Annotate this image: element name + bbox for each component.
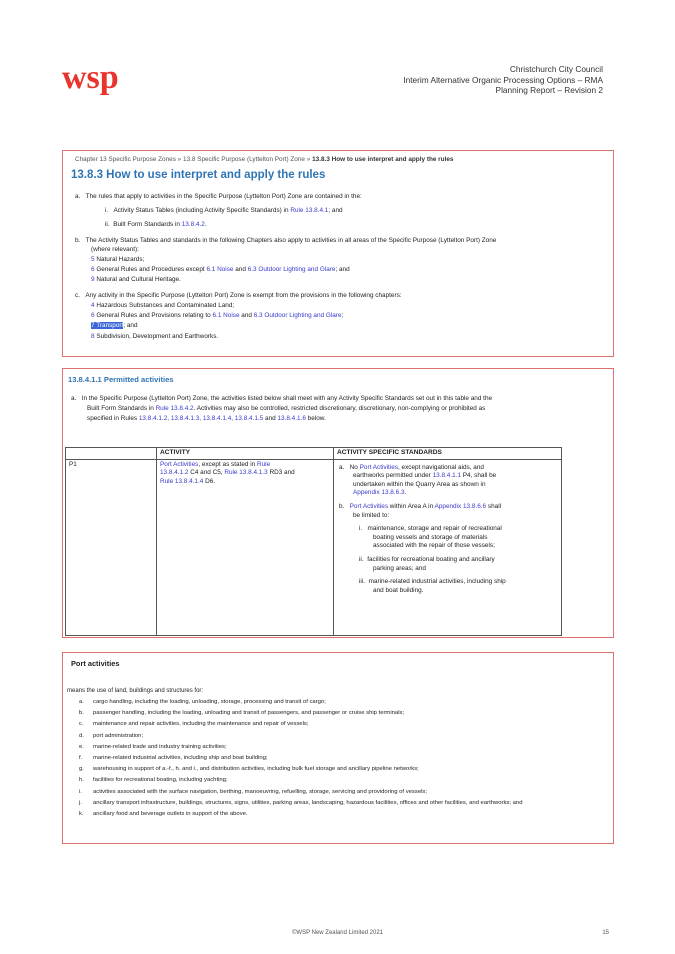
clause-c-line1: 4 Hazardous Substances and Contaminated Land; (91, 302, 235, 309)
rules-links[interactable]: 13.8.4.1.2, 13.8.4.1.3, 13.8.4.1.4, 13.8.4.1.5 (138, 415, 264, 422)
clause-a: a. The rules that apply to activities in the Specific Purpose (Lyttelton Port) Zone are contained in the: (75, 193, 362, 200)
transport-link-highlighted[interactable]: 7 Transport (91, 322, 124, 329)
header-report: Planning Report – Revision 2 (495, 85, 603, 95)
permitted-intro-2: Built Form Standards in Rule 13.8.4.2. Activities may also be controlled, restricted discretionary, discretionary, non-complying or prohibited as (87, 405, 486, 412)
screenshot-permitted-activities (62, 368, 614, 638)
standard-a: a. No Port Activities, except navigational aids, and earthworks permitted under 13.8.4.1.1 P4, shall be undertaken within the Quarry Area as shown in Appendix 13.8.6.3. (339, 463, 497, 497)
standard-b-i: i. maintenance, storage and repair of recreational boating vessels and storage of materials associated with the repair of those vessels; (359, 525, 502, 550)
screenshot-port-activities-definition (62, 652, 614, 844)
permitted-activities-table (65, 447, 562, 636)
table-header-activity: ACTIVITY (157, 448, 334, 460)
table-header-id (66, 448, 157, 460)
standard-b-iii: iii. marine-related industrial activities, including ship and boat building. (359, 578, 506, 594)
clause-b-line3: 9 Natural and Cultural Heritage. (91, 276, 181, 283)
permitted-intro-1: a. In the Specific Purpose (Lyttelton Port) Zone, the activities listed below shall meet with any Activity Specific Standards set out in this table and the (71, 395, 493, 402)
clause-a-i: i. Activity Status Tables (including Activity Specific Standards) in Rule 13.8.4.1; and (105, 207, 343, 214)
list-item: j. ancillary transport infrastructure, buildings, structures, signs, utilities, parking areas, landscaping, hazardous facilities, offices and other facilities, and earthworks; and (79, 799, 523, 806)
breadcrumb-zone[interactable]: 13.8 Specific Purpose (Lyttelton Port) Zone (183, 156, 305, 163)
clause-b-line2: 6 General Rules and Procedures except 6.1 Noise and 6.3 Outdoor Lighting and Glare; and (91, 266, 350, 273)
permitted-intro-3: specified in Rules 13.8.4.1.2, 13.8.4.1.3, 13.8.4.1.4, 13.8.4.1.5 and 13.8.4.1.6 below. (87, 415, 326, 422)
standards-cell (334, 459, 562, 635)
chapter-link[interactable]: 4 (91, 302, 95, 309)
page-number: 15 (602, 930, 609, 936)
list-item: g. warehousing in support of a.-f., h. and i., and distribution activities, including bulk fuel storage and ancillary pipeline networks; (79, 766, 419, 773)
standard-b-ii: ii. facilities for recreational boating and ancillary parking areas; and (359, 555, 495, 572)
activity-cell: Port Activities, except as stated in Rule 13.8.4.1.2 C4 and C5, Rule 13.8.4.1.3 RD3 and Rule 13.8.4.1.4 D6. (157, 459, 334, 635)
list-item: b. passenger handling, including the loading, unloading and transit of passengers, and passenger or cruise ship terminals; (79, 710, 405, 717)
chapter-link[interactable]: 8 (91, 333, 95, 340)
screenshot-how-to-interpret (62, 150, 614, 357)
clause-a-ii: ii. Built Form Standards in 13.8.4.2. (105, 221, 207, 228)
wsp-logo-text: wsp (62, 62, 119, 96)
standard-b: b. Port Activities within Area A in Appendix 13.8.6.6 shall be limited to: (339, 502, 502, 519)
chapter-link[interactable]: 9 (91, 276, 95, 283)
document-header (403, 64, 603, 96)
breadcrumb-chapter[interactable]: Chapter 13 Specific Purpose Zones (75, 156, 176, 163)
clause-c-line2: 6 General Rules and Provisions relating to 6.1 Noise and 6.3 Outdoor Lighting and Glare; (91, 312, 344, 319)
noise-link[interactable]: 6.1 Noise (206, 266, 234, 273)
table-header-row (66, 448, 562, 460)
noise-link[interactable]: 6.1 Noise (212, 312, 240, 319)
clause-b-cont: (where relevant): (91, 246, 139, 253)
permitted-heading: 13.8.4.1.1 Permitted activities (68, 375, 174, 384)
chapter-link[interactable]: 6 (91, 312, 95, 319)
list-item: d. port administration; (79, 732, 144, 739)
list-item: f. marine-related industrial activities, including ship and boat building; (79, 755, 268, 761)
rule-link[interactable]: 13.8.4.2 (181, 221, 205, 228)
rule-link[interactable]: Rule 13.8.4.1 (290, 207, 329, 214)
section-heading: 13.8.3 How to use interpret and apply the rules (71, 169, 326, 181)
list-item: i. activities associated with the surface navigation, berthing, manoeuvring, refuelling, storage, servicing and providoring of vessels; (79, 788, 427, 795)
wsp-logo (62, 62, 142, 102)
clause-c-line3: 7 Transport; and (91, 322, 138, 329)
clause-b: b. The Activity Status Tables and standards in the following Chapters also apply to activities in all areas of the Specific Purpose (Lyttelton Port) Zone (75, 237, 497, 244)
list-item: a. cargo handling, including the loading, unloading, storage, processing and transit of cargo; (79, 699, 326, 705)
chapter-link[interactable]: 6 (91, 266, 95, 273)
breadcrumb: Chapter 13 Specific Purpose Zones » 13.8 Specific Purpose (Lyttelton Port) Zone » 13.8.3 How to use interpret and apply the rules (75, 156, 454, 163)
list-item: h. facilities for recreational boating, including yachting; (79, 777, 228, 784)
list-item: k. ancillary food and beverage outlets in support of the above. (79, 811, 248, 817)
definition-intro: means the use of land, buildings and structures for: (67, 688, 204, 694)
header-project: Interim Alternative Organic Processing Options – RMA (403, 74, 603, 85)
clause-c: c. Any activity in the Specific Purpose (Lyttelton Port) Zone is exempt from the provisions in the following chapters: (75, 292, 402, 299)
breadcrumb-current: 13.8.3 How to use interpret and apply the rules (312, 156, 454, 163)
clause-c-line4: 8 Subdivision, Development and Earthworks. (91, 333, 219, 340)
table-header-standards: ACTIVITY SPECIFIC STANDARDS (334, 448, 562, 460)
definition-title: Port activities (71, 659, 120, 668)
list-item: e. marine-related trade and industry training activities; (79, 743, 227, 750)
lighting-link[interactable]: 6.3 Outdoor Lighting and Glare (253, 312, 342, 319)
table-row (66, 459, 562, 635)
lighting-link[interactable]: 6.3 Outdoor Lighting and Glare (247, 266, 336, 273)
chapter-link[interactable]: 5 (91, 256, 95, 263)
row-id: P1 (66, 459, 157, 635)
rule-link[interactable]: 13.8.4.1.6 (277, 415, 306, 422)
rule-link[interactable]: Rule 13.8.4.2 (155, 405, 194, 412)
header-client: Christchurch City Council (509, 64, 603, 74)
list-item: c. maintenance and repair activities, including the maintenance and repair of vessels; (79, 721, 309, 728)
footer-copyright: ©WSP New Zealand Limited 2021 (291, 930, 384, 936)
clause-b-line1: 5 Natural Hazards; (91, 256, 145, 263)
